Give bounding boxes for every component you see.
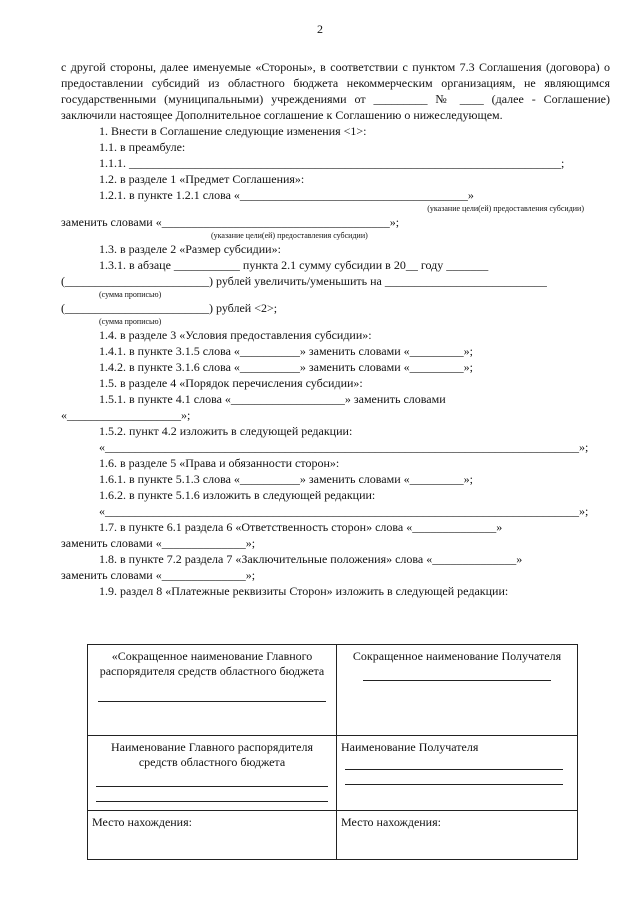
item-1-6-2-line: «_______________________________________________________________________________»;: [99, 504, 589, 518]
grbs-name-blank-2: [96, 787, 328, 802]
table-row: [88, 811, 578, 860]
grbs-location-label: Место нахождения:: [92, 815, 192, 829]
table-row: [88, 736, 578, 811]
replace-goal-line: заменить словами «______________________________________»;: [61, 215, 400, 229]
recipient-name-label: Наименование Получателя: [341, 740, 479, 754]
cell-grbs-short-name: [88, 645, 337, 736]
item-1-2-1: 1.2.1. в пункте 1.2.1 слова «______________________________________»: [99, 188, 474, 202]
item-1-6-2: 1.6.2. в пункте 5.1.6 изложить в следующей редакции:: [99, 488, 376, 502]
item-1-6: 1.6. в разделе 5 «Права и обязанности сторон»:: [99, 456, 340, 470]
cell-recipient-location: [337, 811, 578, 860]
item-1-9: 1.9. раздел 8 «Платежные реквизиты Сторон» изложить в следующей редакции:: [99, 584, 509, 598]
item-1-1-1: 1.1.1. ________________________________________________________________________;: [99, 156, 565, 170]
item-1-3: 1.3. в разделе 2 «Размер субсидии»:: [99, 242, 281, 256]
item-1-4-2: 1.4.2. в пункте 3.1.6 слова «__________» заменить словами «_________»;: [99, 360, 473, 374]
item-1-4-1: 1.4.1. в пункте 3.1.5 слова «__________» заменить словами «_________»;: [99, 344, 473, 358]
cell-recipient-name: [337, 736, 578, 811]
note-sum-2: (сумма прописью): [99, 317, 162, 326]
item-1-5: 1.5. в разделе 4 «Порядок перечисления субсидии»:: [99, 376, 363, 390]
item-1-5-1-b: «___________________»;: [61, 408, 191, 422]
item-1-7-b: заменить словами «______________»;: [61, 536, 256, 550]
grbs-name-label: Наименование Главного распорядителя средств областного бюджета: [110, 740, 314, 769]
item-1-5-2: 1.5.2. пункт 4.2 изложить в следующей редакции:: [99, 424, 353, 438]
payment-details-table: [87, 644, 578, 860]
cell-grbs-location: [88, 811, 337, 860]
item-1-8-a: 1.8. в пункте 7.2 раздела 7 «Заключительные положения» слова «______________»: [99, 552, 523, 566]
table-row: [88, 645, 578, 736]
item-1-8-b: заменить словами «______________»;: [61, 568, 256, 582]
grbs-short-name-label: «Сокращенное наименование Главного распорядителя средств областного бюджета: [99, 649, 325, 678]
item-1-1: 1.1. в преамбуле:: [99, 140, 186, 154]
note-sum-1: (сумма прописью): [99, 290, 162, 299]
page-number: 2: [317, 22, 323, 36]
item-1-7-a: 1.7. в пункте 6.1 раздела 6 «Ответственность сторон» слова «______________»: [99, 520, 503, 534]
note-goal-1: (указание цели(ей) предоставления субсидии): [427, 204, 584, 213]
document-body: [61, 59, 610, 599]
recipient-name-blank-1: [345, 755, 563, 770]
recipient-short-name-blank: [363, 666, 551, 681]
item-1-3-1-b: (________________________) рублей увеличить/уменьшить на ___________________________: [61, 274, 547, 288]
note-goal-2: (указание цели(ей) предоставления субсидии): [211, 231, 368, 240]
cell-recipient-short-name: [337, 645, 578, 736]
grbs-name-blank-1: [96, 772, 328, 787]
cell-grbs-name: [88, 736, 337, 811]
item-1: 1. Внести в Соглашение следующие изменения <1>:: [99, 124, 367, 138]
grbs-short-name-blank: [98, 687, 326, 702]
recipient-name-blank-2: [345, 770, 563, 785]
intro-paragraph: с другой стороны, далее именуемые «Стороны», в соответствии с пунктом 7.3 Соглашения (договора) о предоставлении субсидий из областного бюджета некоммерческим организациям, не являющимся государственными (муниципальными) учреждениями от _________ № ____ (далее - Соглашение) заключили настоящее Дополнительное соглашение к Соглашению о нижеследующем.: [61, 60, 610, 122]
item-1-4: 1.4. в разделе 3 «Условия предоставления субсидии»:: [99, 328, 372, 342]
recipient-location-label: Место нахождения:: [341, 815, 441, 829]
item-1-6-1: 1.6.1. в пункте 5.1.3 слова «__________» заменить словами «_________»;: [99, 472, 473, 486]
item-1-5-2-line: «_______________________________________________________________________________»;: [99, 440, 589, 454]
item-1-5-1-a: 1.5.1. в пункте 4.1 слова «___________________» заменить словами: [99, 392, 446, 406]
item-1-2: 1.2. в разделе 1 «Предмет Соглашения»:: [99, 172, 305, 186]
item-1-3-1-c: (________________________) рублей <2>;: [61, 301, 278, 315]
recipient-short-name-label: Сокращенное наименование Получателя: [352, 649, 562, 663]
item-1-3-1-a: 1.3.1. в абзаце ___________ пункта 2.1 сумму субсидии в 20__ году _______: [99, 258, 489, 272]
